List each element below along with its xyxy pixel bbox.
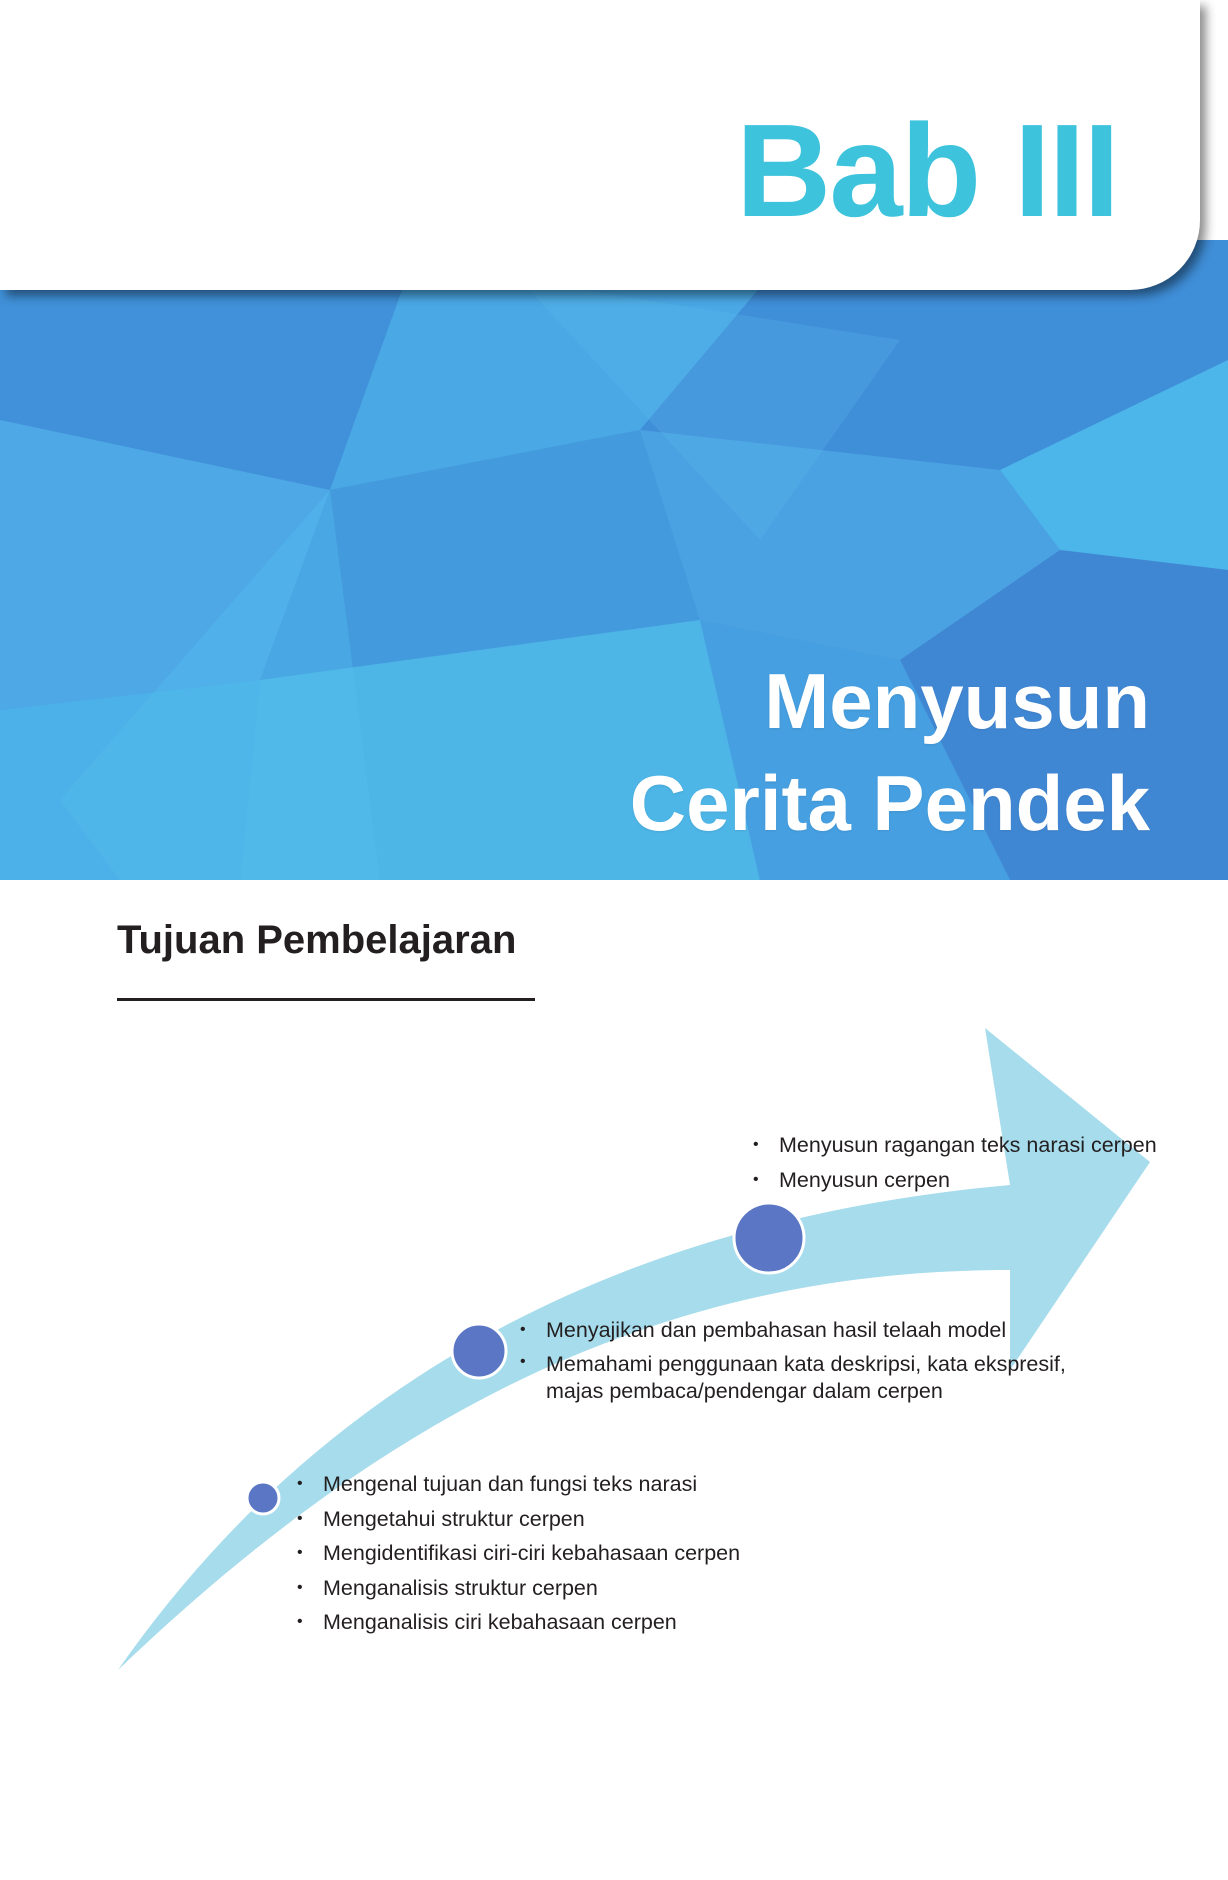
list-item: • Menyusun cerpen [753, 1163, 1193, 1198]
chapter-title-line-2: Cerita Pendek [629, 759, 1150, 847]
stage-3-goals [753, 1128, 1193, 1197]
stage-marker-3 [734, 1203, 804, 1273]
list-item: • Mengidentifikasi ciri-ciri kebahasaan cerpen [297, 1536, 917, 1571]
list-item: • Mengetahui struktur cerpen [297, 1502, 917, 1537]
list-item: • Menyusun ragangan teks narasi cerpen [753, 1128, 1193, 1163]
stage-marker-1 [247, 1482, 279, 1514]
list-item: • Menganalisis struktur cerpen [297, 1571, 917, 1606]
stage-1-goals [297, 1467, 917, 1640]
list-item: • Mengenal tujuan dan fungsi teks narasi [297, 1467, 917, 1502]
stage-2-goals [520, 1313, 1120, 1405]
heading-underline [117, 998, 535, 1001]
chapter-title-line-1: Menyusun [764, 657, 1150, 745]
chapter-label: Bab III [735, 97, 1118, 244]
list-item: • Menyajikan dan pembahasan hasil telaah model [520, 1313, 1120, 1348]
list-item: • Menganalisis ciri kebahasaan cerpen [297, 1605, 917, 1640]
learning-goals-heading: Tujuan Pembelajaran [117, 918, 517, 962]
header-card [0, 0, 1200, 290]
stage-marker-2 [452, 1324, 506, 1378]
chapter-title [630, 650, 1150, 854]
list-item: • Memahami penggunaan kata deskripsi, kata ekspresif, majas pembaca/pendengar dalam cerpen [520, 1348, 1120, 1405]
